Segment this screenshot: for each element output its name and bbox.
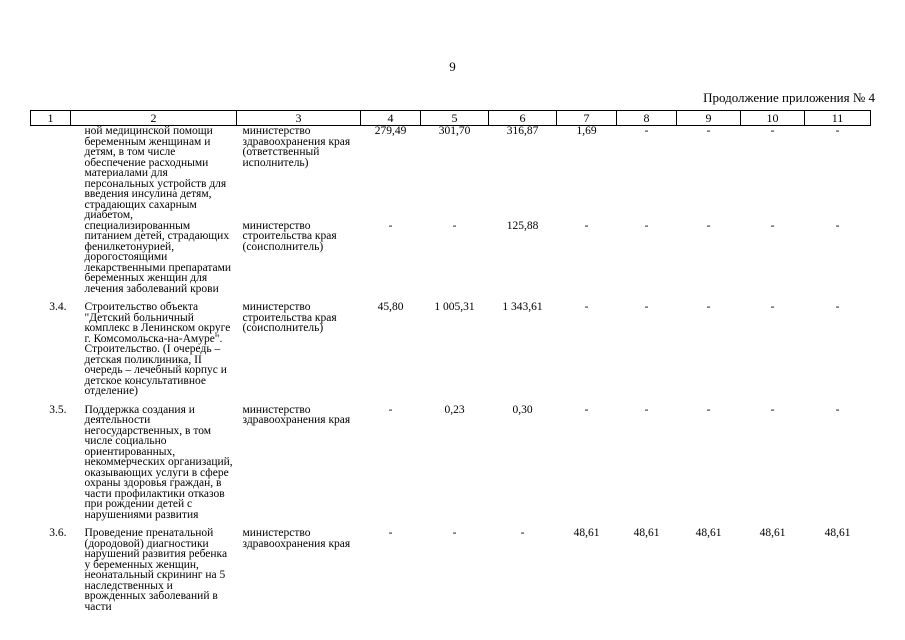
table-row	[31, 294, 871, 397]
header-row	[31, 111, 871, 126]
executor-name: министерство строительства края (соисполнитель)	[242, 301, 337, 334]
executor-name: министерство здравоохранения края	[242, 527, 351, 550]
value-cell: -	[770, 301, 775, 313]
executor-name: министерство здравоохранения края	[242, 403, 351, 426]
value-cell: -	[388, 403, 393, 416]
value-cell: -	[388, 219, 393, 232]
row-number: 3.6.	[49, 527, 67, 539]
value-cell: 316,87	[506, 125, 539, 137]
row-number: 3.4.	[49, 301, 67, 313]
value-cell: 1,69	[576, 125, 597, 137]
table-row	[31, 126, 871, 213]
value-cell: -	[452, 527, 457, 539]
value-cell: -	[452, 219, 457, 232]
header-cell: 9	[677, 111, 741, 126]
value-cell: -	[835, 125, 840, 137]
table-row	[31, 397, 871, 521]
value-cell: -	[584, 219, 589, 232]
value-cell: -	[584, 301, 589, 313]
value-cell: -	[644, 301, 649, 313]
value-cell: -	[706, 125, 711, 137]
value-cell: 45,80	[377, 301, 404, 313]
value-cell: 48,61	[573, 527, 600, 539]
value-cell: -	[644, 219, 649, 232]
value-cell: 1 343,61	[502, 301, 543, 313]
value-cell: -	[520, 527, 525, 539]
value-cell: 279,49	[374, 125, 407, 137]
value-cell: -	[706, 301, 711, 313]
value-cell: 48,61	[824, 527, 851, 539]
value-cell: -	[584, 403, 589, 416]
table-row	[31, 520, 871, 612]
table-body	[31, 126, 871, 613]
value-cell: 48,61	[633, 527, 660, 539]
header-cell: 6	[489, 111, 557, 126]
executor-name: министерство здравоохранения края (ответственный исполнитель)	[242, 125, 351, 169]
value-cell: -	[644, 125, 649, 137]
value-cell: -	[835, 219, 840, 232]
value-cell: 0,30	[512, 403, 533, 416]
value-cell: 125,88	[506, 219, 539, 232]
header-cell: 11	[805, 111, 871, 126]
value-cell: -	[770, 219, 775, 232]
header-cell: 4	[361, 111, 421, 126]
value-cell: 48,61	[695, 527, 722, 539]
value-cell: -	[835, 301, 840, 313]
row-number	[31, 126, 71, 295]
header-cell: 5	[421, 111, 489, 126]
measure-name: Проведение пренатальной (дородовой) диагностики нарушений развития ребенка у беременных женщин, неонатальный скрининг на 5 наследственных и врожденных заболеваний в части	[84, 527, 228, 613]
header-cell: 7	[557, 111, 617, 126]
executor-name: министерство строительства края (соисполнитель)	[242, 219, 337, 253]
header-cell: 10	[741, 111, 805, 126]
page-number: 9	[449, 59, 456, 74]
value-cell: -	[706, 403, 711, 416]
value-cell: -	[388, 527, 393, 539]
value-cell: 1 005,31	[434, 301, 475, 313]
continuation-label: Продолжение приложения № 4	[703, 90, 875, 105]
value-cell: 301,70	[438, 125, 471, 137]
appendix-table	[30, 110, 871, 612]
measure-name: ной медицинской помощи беременным женщинам и детям, в том числе обеспечение расходными материалами для персональных устройств для введения инсулина детям, страдающих сахарным диабетом, специализированным питанием детей, страдающих фенилкетонурией, дорогостоящими лекарственными препаратами беременных женщин для лечения заболеваний крови	[84, 125, 232, 295]
value-cell: -	[770, 125, 775, 137]
value-cell: -	[835, 403, 840, 416]
value-cell: 0,23	[444, 403, 465, 416]
value-cell: 48,61	[759, 527, 786, 539]
measure-name: Поддержка создания и деятельности негосударственных, в том числе социально ориентированных, некоммерческих организаций, оказывающих услуги в сфере охраны здоровья граждан, в части профилактики отказов при рождении детей с нарушениями развития	[84, 403, 233, 521]
value-cell: -	[770, 403, 775, 416]
row-number: 3.5.	[49, 403, 67, 416]
value-cell: -	[706, 219, 711, 232]
value-cell: -	[644, 403, 649, 416]
header-cell: 8	[617, 111, 677, 126]
header-cell: 3	[237, 111, 361, 126]
header-cell: 1	[31, 111, 71, 126]
measure-name: Строительство объекта "Детский больничный комплекс в Ленинском округе г. Комсомольска-на-Амуре". Строительство. (I очередь – детская поликлиника, II очередь – лечебный корпус и детское консультативное отделение)	[84, 301, 231, 397]
header-cell: 2	[71, 111, 237, 126]
